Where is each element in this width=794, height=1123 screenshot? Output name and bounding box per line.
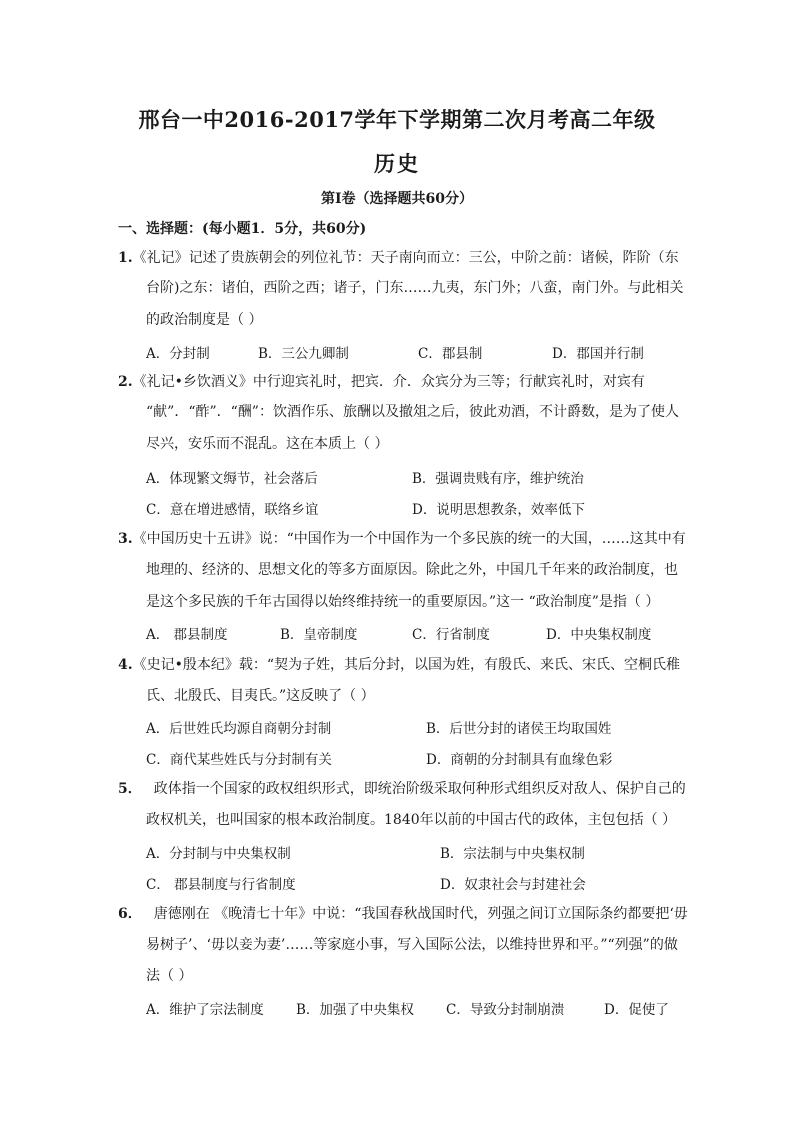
option-a: A． 郡县制度 — [146, 627, 228, 643]
option-d: D．说明思想教条，效率低下 — [412, 502, 585, 518]
option-b: B．后世分封的诸侯王均取国姓 — [426, 721, 612, 737]
question-line: 2.《礼记•乡饮酒义》中行迎宾礼时，把宾．介．众宾分为三等；行献宾礼时，对宾有 — [118, 374, 645, 390]
option-d: D．郡国并行制 — [552, 346, 644, 362]
option-b: B．三公九卿制 — [258, 346, 349, 362]
question-line: 3.《中国历史十五讲》说：“中国作为一个中国作为一个多民族的统一的大国，……这其中有 — [118, 531, 686, 547]
question-line: 5． 政体指一个国家的政权组织形式，即统治阶级采取何种形式组织反对敌人、保护自己的 — [118, 781, 686, 797]
option-c: C．商代某些姓氏与分封制有关 — [146, 752, 332, 768]
option-a: A．分封制与中央集权制 — [146, 846, 291, 862]
option-b: B．加强了中央集权 — [296, 1002, 414, 1018]
question-number: 2. — [118, 374, 133, 390]
option-d: D．奴隶社会与封建社会 — [440, 877, 586, 893]
part-heading: 第Ⅰ卷（选择题共60分） — [320, 191, 474, 207]
option-c: C．行省制度 — [412, 627, 490, 643]
question-line: “献”．“酢”．“酬”：饮酒作乐、旅酬以及撤俎之后，彼此劝酒，不计爵数，是为了使人 — [146, 404, 679, 420]
option-d: D．商朝的分封制具有血缘色彩 — [426, 752, 613, 768]
question-number: 1. — [118, 250, 133, 266]
option-a: A．维护了宗法制度 — [146, 1002, 264, 1018]
question-number: 3. — [118, 531, 133, 547]
option-b: B．强调贵贱有序，维护统治 — [412, 471, 584, 487]
option-d: D．促使了 — [604, 1002, 669, 1018]
question-line: 政权机关，也叫国家的根本政治制度。1840年以前的中国古代的政体，主包包括（ ） — [146, 812, 677, 828]
question-line: 是这个多民族的千年古国得以始终维持统一的重要原因。”这一 “政治制度”是指（ ） — [146, 594, 660, 610]
option-b: B．宗法制与中央集权制 — [440, 846, 585, 862]
option-c: C．郡县制 — [418, 346, 483, 362]
question-number: 4. — [118, 657, 133, 673]
option-c: C． 郡县制度与行省制度 — [146, 877, 296, 893]
option-d: D．中央集权制度 — [546, 627, 652, 643]
exam-title: 邢台一中2016-2017学年下学期第二次月考高二年级 — [138, 107, 656, 132]
question-number: 6． — [118, 906, 142, 922]
option-a: A．分封制 — [146, 346, 210, 362]
question-number: 5． — [118, 781, 142, 797]
option-a: A．后世姓氏均源自商朝分封制 — [146, 721, 332, 737]
option-c: C．意在增进感情，联络乡谊 — [146, 502, 319, 518]
exam-subject: 历史 — [374, 151, 420, 176]
question-line: 易树子’、‘毋以妾为妻’……等家庭小事，写入国际公法，以维持世界和平。”“列强”的做 — [146, 937, 678, 953]
question-line: 氏、北殷氏、目夷氏。”这反映了（ ） — [146, 688, 375, 704]
question-line: 的政治制度是（ ） — [146, 312, 263, 328]
option-b: B．皇帝制度 — [280, 627, 358, 643]
section-heading: 一、选择题：(每小题1．5分，共60分) — [118, 221, 367, 237]
option-a: A．体现繁文缛节，社会落后 — [146, 471, 318, 487]
question-line: 台阶)之东：诸伯，西阶之西；诸子，门东……九夷，东门外；八蛮，南门外。与此相关 — [146, 280, 684, 296]
question-line: 4.《史记•殷本纪》载：“契为子姓，其后分封，以国为姓，有殷氏、来氏、宋氏、空桐氏稚 — [118, 657, 681, 673]
question-line: 地理的、经济的、思想文化的等多方面原因。除此之外，中国几千年来的政治制度，也 — [146, 562, 678, 578]
option-c: C．导致分封制崩溃 — [446, 1002, 565, 1018]
question-line: 尽兴，安乐而不混乱。这在本质上（ ） — [146, 436, 389, 452]
question-line: 1.《礼记》记述了贵族朝会的列位礼节：天子南向而立：三公，中阶之前：诸候，阼阶（东 — [118, 250, 679, 266]
question-line: 6． 唐德刚在 《晚清七十年》中说：“我国春秋战国时代，列强之间订立国际条约都要把‘毋 — [118, 906, 688, 922]
question-line: 法（ ） — [146, 968, 193, 984]
